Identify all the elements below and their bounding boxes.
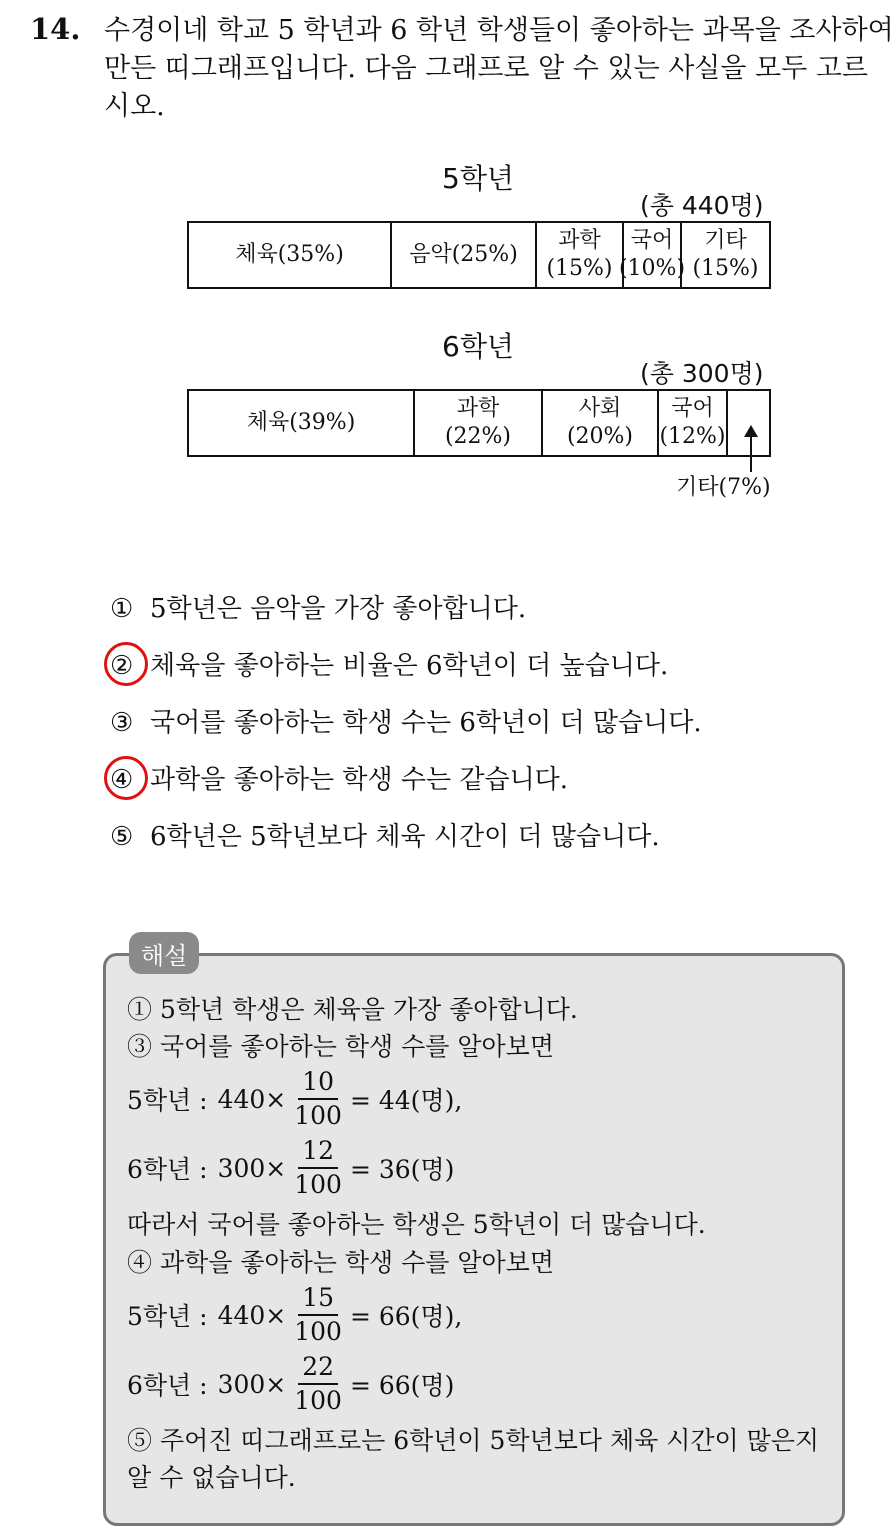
choice-number: ② <box>110 651 134 681</box>
chart-title-grade6: 6학년 <box>442 330 514 363</box>
solution-line: ③ 국어를 좋아하는 학생 수를 알아보면 <box>127 1032 554 1061</box>
numerator: 15 <box>298 1282 338 1316</box>
solution-tag: 해설 <box>129 932 199 974</box>
segment-label: (12%) <box>659 424 726 449</box>
chart-total-grade5: (총 440명) <box>640 191 764 220</box>
calc-result: = 66(명), <box>349 1302 463 1331</box>
choice-text: 체육을 좋아하는 비율은 6학년이 더 높습니다. <box>150 651 669 681</box>
segment-label: 기타 <box>704 228 747 253</box>
question-line: 시오. <box>104 91 165 122</box>
calc-grade: 6학년 : <box>127 1371 208 1400</box>
choice-number: ⑤ <box>110 822 134 852</box>
chart-title-grade5: 5학년 <box>442 162 514 195</box>
times-sign: × <box>265 1153 287 1183</box>
choice-number: ① <box>110 594 134 624</box>
calc-result: = 66(명) <box>349 1371 455 1400</box>
choice-number: ③ <box>110 708 134 738</box>
choice-1[interactable] <box>110 588 526 625</box>
numerator: 10 <box>298 1066 338 1100</box>
denominator: 100 <box>294 1317 342 1346</box>
choice-text: 국어를 좋아하는 학생 수는 6학년이 더 많습니다. <box>150 708 702 738</box>
band-segment <box>659 391 728 455</box>
calc-result: = 44(명), <box>349 1086 463 1115</box>
segment-label: (22%) <box>444 424 512 449</box>
numerator: 22 <box>298 1351 338 1385</box>
band-segment <box>728 391 769 455</box>
solution-line: 알 수 없습니다. <box>127 1463 296 1492</box>
segment-label: (10%) <box>618 256 686 281</box>
calc-row <box>127 1066 462 1132</box>
question-line: 만든 띠그래프입니다. 다음 그래프로 알 수 있는 사실을 모두 고르 <box>104 53 868 84</box>
question-number: 14. <box>30 12 81 46</box>
segment-label: 음악(25%) <box>409 242 518 267</box>
calc-row <box>127 1135 454 1201</box>
segment-label: (15%) <box>546 256 613 281</box>
choice-4[interactable] <box>110 759 568 796</box>
fraction <box>294 1351 342 1417</box>
etc-outside-label: 기타(7%) <box>676 475 771 500</box>
choice-3[interactable] <box>110 702 702 739</box>
solution-line: ④ 과학을 좋아하는 학생 수를 알아보면 <box>127 1248 554 1277</box>
fraction <box>294 1282 342 1348</box>
arrow-line <box>750 432 752 472</box>
band-segment <box>415 391 543 455</box>
segment-label: 과학 <box>456 396 500 421</box>
choice-text: 6학년은 5학년보다 체육 시간이 더 많습니다. <box>150 822 660 852</box>
calc-base: 300 <box>217 1153 266 1183</box>
solution-line: ① 5학년 학생은 체육을 가장 좋아합니다. <box>127 995 578 1024</box>
times-sign: × <box>265 1300 287 1330</box>
denominator: 100 <box>294 1170 342 1199</box>
choice-text: 과학을 좋아하는 학생 수는 같습니다. <box>150 765 569 795</box>
band-segment <box>682 223 769 287</box>
denominator: 100 <box>294 1101 342 1130</box>
times-sign: × <box>265 1084 287 1114</box>
segment-label: (15%) <box>692 256 759 281</box>
calc-row <box>127 1282 462 1348</box>
band-segment <box>537 223 624 287</box>
calc-grade: 5학년 : <box>127 1302 208 1331</box>
choice-2[interactable] <box>110 645 668 682</box>
band-chart-grade6 <box>187 389 771 457</box>
calc-base: 440 <box>217 1084 266 1114</box>
choice-number: ④ <box>110 765 134 795</box>
chart-total-grade6: (총 300명) <box>640 359 764 388</box>
solution-line: ⑤ 주어진 띠그래프로는 6학년이 5학년보다 체육 시간이 많은지 <box>127 1426 820 1455</box>
choice-5[interactable] <box>110 816 660 853</box>
segment-label: 사회 <box>578 396 622 421</box>
calc-grade: 6학년 : <box>127 1155 208 1184</box>
band-segment <box>189 223 392 287</box>
band-segment <box>618 223 686 287</box>
segment-label: 국어 <box>630 228 674 253</box>
times-sign: × <box>265 1369 287 1399</box>
segment-label: 과학 <box>558 228 601 253</box>
fraction <box>294 1135 342 1201</box>
segment-label: 국어 <box>671 396 714 421</box>
question-line: 수경이네 학교 5 학년과 6 학년 학생들이 좋아하는 과목을 조사하여 <box>104 15 894 46</box>
band-chart-grade5 <box>187 221 771 289</box>
solution-line: 따라서 국어를 좋아하는 학생은 5학년이 더 많습니다. <box>127 1210 706 1239</box>
band-segment <box>543 391 659 455</box>
calc-base: 300 <box>217 1369 266 1399</box>
calc-row <box>127 1351 454 1417</box>
question-text <box>104 12 894 126</box>
segment-label: 체육(39%) <box>246 410 356 435</box>
calc-base: 440 <box>217 1300 266 1330</box>
choice-text: 5학년은 음악을 가장 좋아합니다. <box>150 594 527 624</box>
segment-label: 체육(35%) <box>235 242 344 267</box>
calc-result: = 36(명) <box>349 1155 455 1184</box>
band-segment <box>189 391 415 455</box>
fraction <box>294 1066 342 1132</box>
calc-grade: 5학년 : <box>127 1086 208 1115</box>
segment-label: (20%) <box>566 424 634 449</box>
band-segment <box>392 223 537 287</box>
denominator: 100 <box>294 1386 342 1415</box>
numerator: 12 <box>298 1135 338 1169</box>
